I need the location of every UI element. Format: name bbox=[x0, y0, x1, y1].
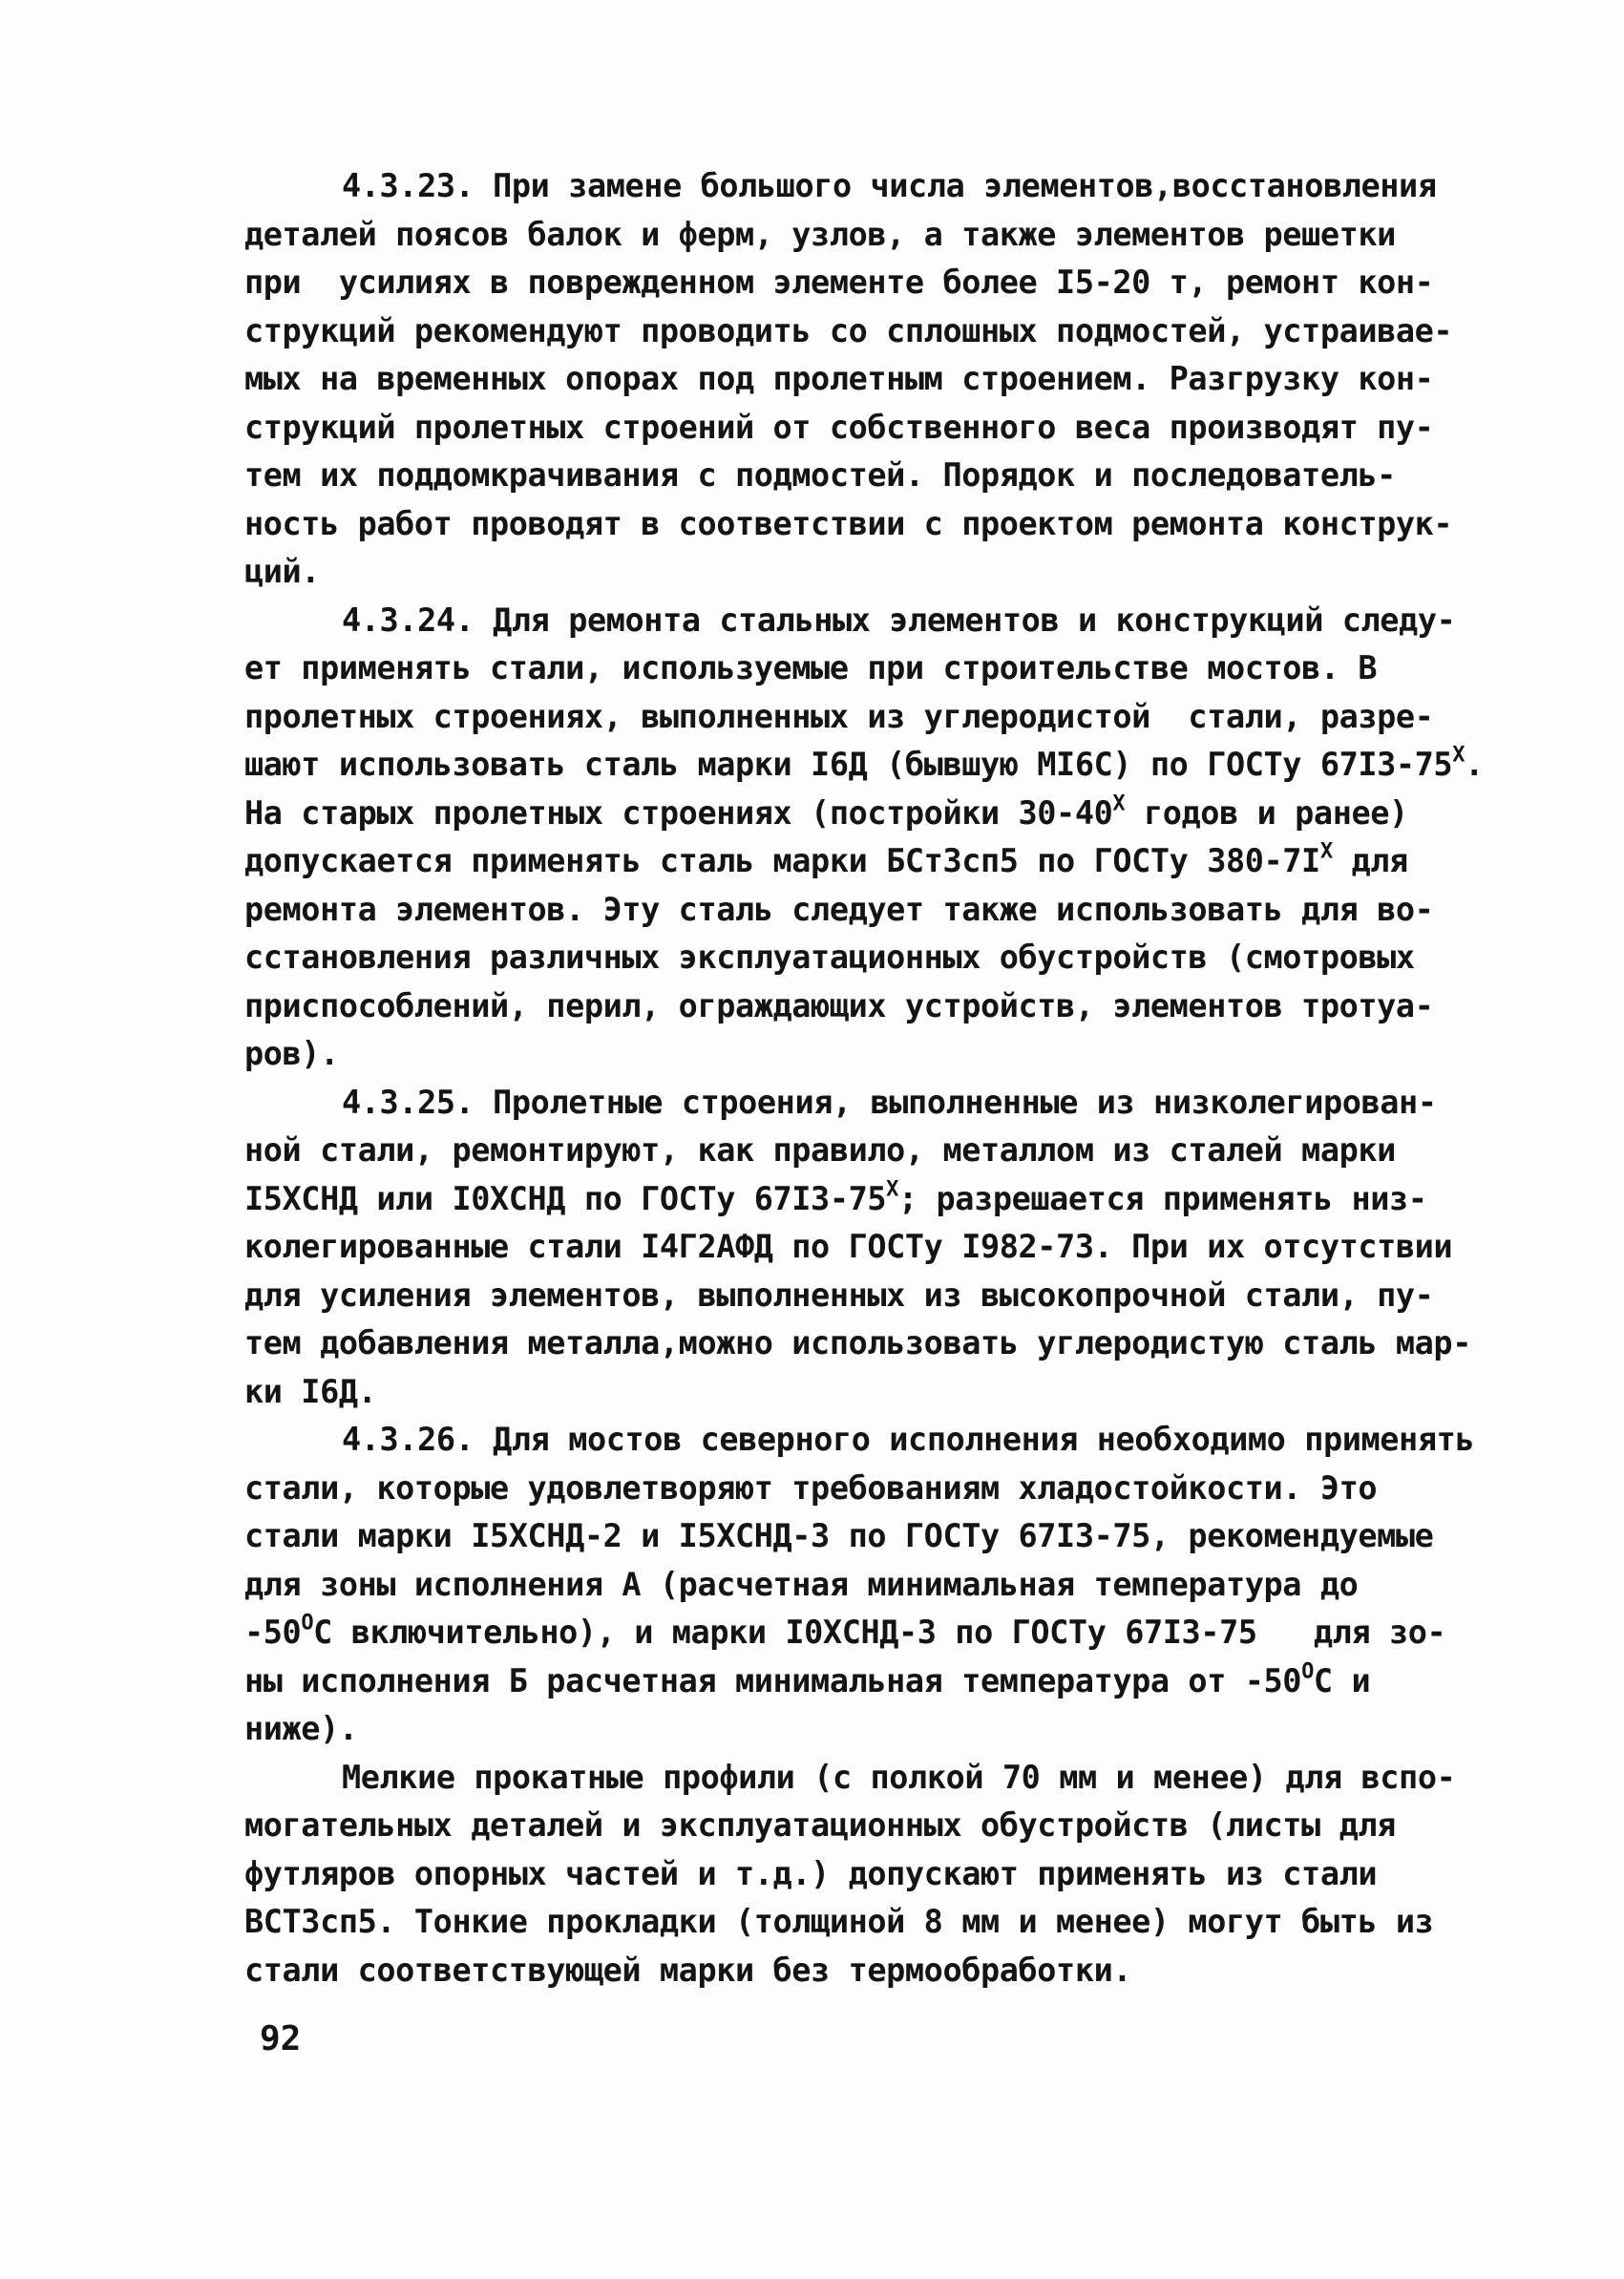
text-line bbox=[244, 1175, 1514, 1224]
text-line: ций. bbox=[244, 553, 321, 590]
text-line: мых на временных опорах под пролетным строением. Разгрузку кон- bbox=[244, 360, 1434, 397]
text-line: струкций рекомендуют проводить со сплошных подмостей, устраивае- bbox=[244, 311, 1453, 349]
text-line: при усилиях в поврежденном элементе более I5-20 т, ремонт кон- bbox=[244, 264, 1434, 301]
text-line: для усиления элементов, выполненных из высокопрочной стали, пу- bbox=[244, 1276, 1434, 1314]
text-line: ниже). bbox=[244, 1710, 358, 1747]
text-line: могательных деталей и эксплуатационных обустройств (листы для bbox=[244, 1806, 1396, 1844]
superscript-x: X bbox=[886, 1177, 898, 1202]
text-line: 4.3.24. Для ремонта стальных элементов и конструкций следу- bbox=[342, 601, 1456, 639]
page-number: 92 bbox=[260, 2019, 302, 2058]
text-fragment: ны исполнения Б расчетная минимальная температура от -50 bbox=[244, 1661, 1302, 1699]
text-fragment: шают использовать сталь марки I6Д (бывшую МI6С) по ГОСТу 67I3-75 bbox=[244, 746, 1453, 783]
text-line: ВСТ3сп5. Тонкие прокладки (толщиной 8 мм и менее) могут быть из bbox=[244, 1903, 1434, 1940]
text-fragment: На старых пролетных строениях (постройки 30-40 bbox=[244, 793, 1113, 832]
text-line: струкций пролетных строений от собственного веса производят пу- bbox=[244, 408, 1434, 446]
paragraph-4-3-23 bbox=[244, 162, 1514, 597]
text-fragment: годов и ранее) bbox=[1125, 793, 1408, 832]
text-line: ки I6Д. bbox=[244, 1372, 377, 1410]
text-line: тем их поддомкрачивания с подмостей. Порядок и последователь- bbox=[244, 456, 1396, 494]
text-fragment: . bbox=[1465, 746, 1484, 783]
text-line: приспособлений, перил, ограждающих устройств, элементов тротуа- bbox=[244, 986, 1434, 1024]
text-line bbox=[244, 790, 1514, 838]
text-line: колегированные стали I4Г2АФД по ГОСТу I982-73. При их отсутствии bbox=[244, 1228, 1453, 1265]
text-line: для зоны исполнения А (расчетная минимальная температура до bbox=[244, 1565, 1359, 1603]
text-fragment: для bbox=[1332, 842, 1408, 879]
text-line bbox=[244, 837, 1514, 886]
text-line: ной стали, ремонтируют, как правило, металлом из сталей марки bbox=[244, 1131, 1396, 1169]
paragraph-4-3-24 bbox=[244, 597, 1514, 1079]
text-fragment: С и bbox=[1313, 1661, 1371, 1699]
text-line bbox=[244, 1609, 1514, 1657]
paragraph-4-3-26 bbox=[244, 1416, 1514, 1754]
text-line: деталей поясов балок и ферм, узлов, а также элементов решетки bbox=[244, 215, 1396, 253]
text-line: тем добавления металла,можно использовать углеродистую сталь мар- bbox=[244, 1324, 1471, 1361]
superscript-x: X bbox=[1319, 839, 1333, 864]
text-line: 4.3.23. При замене большого числа элементов,восстановления bbox=[342, 167, 1437, 204]
text-line: ров). bbox=[244, 1035, 339, 1072]
text-fragment: -50 bbox=[244, 1614, 302, 1651]
superscript-x: X bbox=[1112, 791, 1126, 816]
text-fragment: допускается применять сталь марки БСт3сп5 по ГОСТу 380-7I bbox=[244, 842, 1320, 879]
text-line: пролетных строениях, выполненных из углеродистой стали, разре- bbox=[244, 697, 1434, 735]
text-fragment: ; разрешается применять низ- bbox=[898, 1179, 1427, 1217]
superscript-degree: О bbox=[301, 1611, 314, 1635]
text-line: стали марки I5ХСНД-2 и I5ХСНД-3 по ГОСТу 67I3-75, рекомендуемые bbox=[244, 1517, 1434, 1554]
document-text bbox=[244, 162, 1514, 1994]
text-line bbox=[244, 741, 1514, 790]
text-line: сстановления различных эксплуатационных обустройств (смотровых bbox=[244, 939, 1415, 976]
text-line: ремонта элементов. Эту сталь следует также использовать для во- bbox=[244, 890, 1434, 928]
text-line: ет применять стали, используемые при строительстве мостов. В bbox=[244, 649, 1378, 686]
superscript-x: X bbox=[1452, 743, 1466, 768]
text-line: 4.3.26. Для мостов северного исполнения необходимо применять bbox=[342, 1421, 1475, 1458]
text-line: Мелкие прокатные профили (с полкой 70 мм и менее) для вспо- bbox=[342, 1758, 1456, 1796]
text-line: ность работ проводят в соответствии с проектом ремонта конструк- bbox=[244, 504, 1453, 542]
text-line: 4.3.25. Пролетные строения, выполненные из низколегирован- bbox=[342, 1083, 1437, 1121]
text-line: стали соответствующей марки без термообработки. bbox=[244, 1951, 1132, 1989]
text-line: футляров опорных частей и т.д.) допускают применять из стали bbox=[244, 1854, 1378, 1892]
text-fragment: I5ХСНД или I0ХСНД по ГОСТу 67I3-75 bbox=[244, 1179, 887, 1217]
paragraph-4-3-25 bbox=[244, 1079, 1514, 1417]
paragraph-small-profiles bbox=[244, 1754, 1514, 1995]
text-line bbox=[244, 1657, 1514, 1706]
text-fragment: С включительно), и марки I0ХСНД-3 по ГОСТу 67I3-75 для зо- bbox=[313, 1614, 1446, 1651]
text-line: стали, которые удовлетворяют требованиям хладостойкости. Это bbox=[244, 1468, 1378, 1507]
superscript-degree: О bbox=[1301, 1659, 1314, 1684]
